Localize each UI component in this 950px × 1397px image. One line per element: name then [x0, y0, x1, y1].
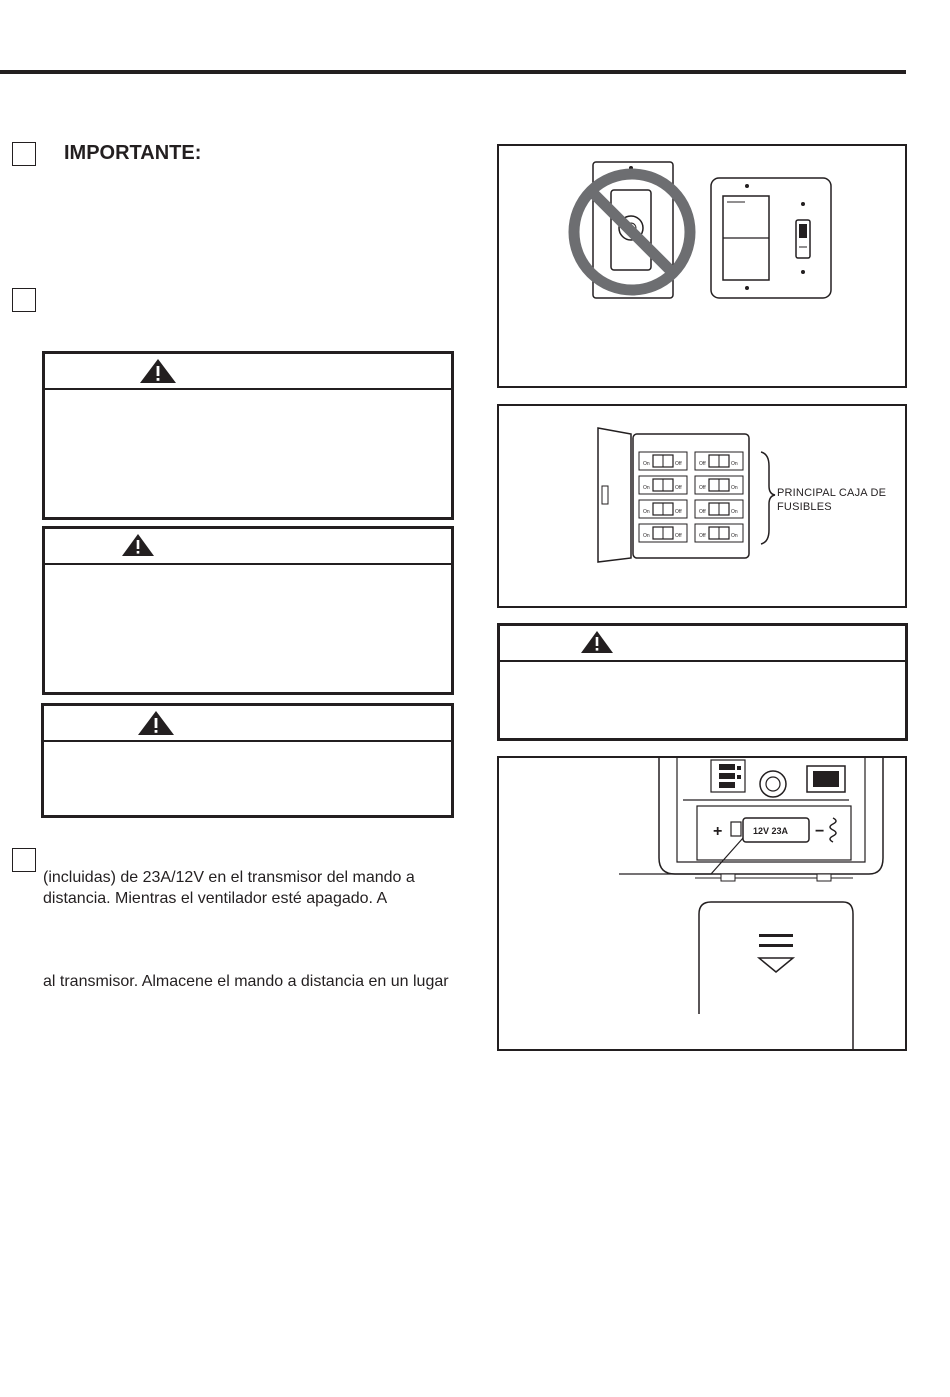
svg-text:On: On [643, 485, 650, 491]
svg-text:On: On [643, 533, 650, 539]
importante-heading: IMPORTANTE: [64, 142, 202, 164]
warning-box-2-header [45, 529, 451, 565]
breaker-switch [695, 524, 743, 542]
battery-marking: 12V 23A [753, 826, 789, 836]
svg-text:Off: Off [699, 485, 706, 491]
battery-plus-symbol: + [713, 823, 723, 840]
svg-text:Off: Off [699, 533, 706, 539]
battery-minus-symbol: − [815, 823, 825, 840]
warning-box-4 [497, 623, 908, 741]
step-checkbox-1-icon [12, 142, 36, 166]
battery-text-line-1: (incluidas) de 23A/12V en el transmisor del mando a [43, 869, 415, 886]
breaker-switch [639, 524, 687, 542]
svg-text:On: On [731, 485, 738, 491]
warning-triangle-icon [121, 533, 155, 557]
remote-battery-illustration [499, 758, 907, 1051]
breaker-switch [639, 500, 687, 518]
warning-box-4-header [500, 626, 905, 662]
figure-breaker-panel [497, 404, 907, 608]
svg-text:On: On [731, 533, 738, 539]
warning-box-1-header [45, 354, 451, 390]
header-rule [0, 70, 906, 74]
svg-text:On: On [643, 509, 650, 515]
breaker-switch [639, 452, 687, 470]
svg-text:Off: Off [675, 485, 682, 491]
svg-text:On: On [731, 461, 738, 467]
step-checkbox-2-icon [12, 288, 36, 312]
breaker-switch [639, 476, 687, 494]
battery-text-line-3: al transmisor. Almacene el mando a distancia en un lugar [43, 973, 449, 990]
warning-box-3 [41, 703, 454, 818]
breaker-switch [695, 500, 743, 518]
breaker-panel-illustration [499, 406, 907, 608]
breaker-switch [695, 452, 743, 470]
warning-triangle-icon [137, 710, 175, 736]
figure-wall-controls [497, 144, 907, 388]
breaker-panel-label-line-1: PRINCIPAL CAJA DE [777, 487, 887, 499]
warning-box-1 [42, 351, 454, 520]
breaker-panel-label-line-2: FUSIBLES [777, 501, 832, 513]
wall-controls-illustration [499, 146, 907, 388]
warning-triangle-icon [580, 630, 614, 654]
figure-remote-battery [497, 756, 907, 1051]
warning-box-2 [42, 526, 454, 695]
svg-text:Off: Off [675, 461, 682, 467]
svg-text:Off: Off [699, 509, 706, 515]
svg-text:Off: Off [675, 533, 682, 539]
svg-text:Off: Off [675, 509, 682, 515]
step-checkbox-3-icon [12, 848, 36, 872]
svg-text:Off: Off [699, 461, 706, 467]
battery-text-line-2: distancia. Mientras el ventilador esté apagado. A [43, 890, 388, 907]
warning-triangle-icon [139, 358, 177, 384]
svg-text:On: On [731, 509, 738, 515]
warning-box-3-header [44, 706, 451, 742]
svg-text:On: On [643, 461, 650, 467]
breaker-switch [695, 476, 743, 494]
